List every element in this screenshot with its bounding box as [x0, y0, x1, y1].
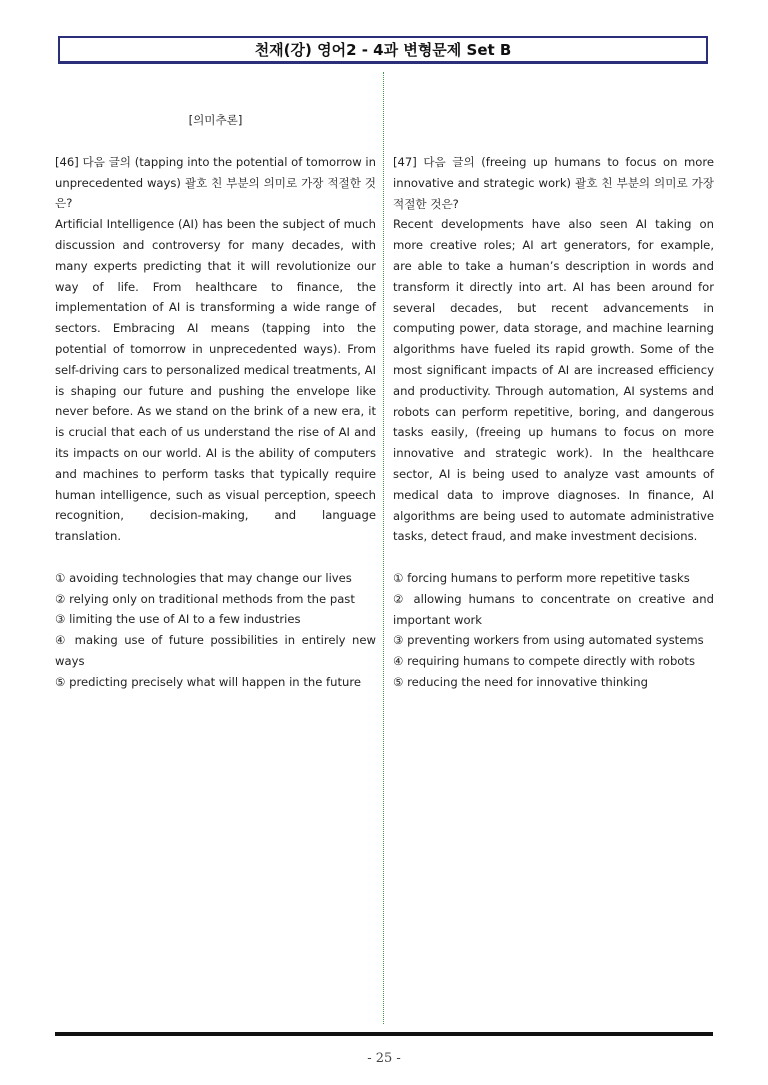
question-46-choices — [55, 568, 376, 693]
question-46-prompt: [46] 다음 글의 (tapping into the potential of tomorrow in unprecedented ways) 괄호 친 부분의 의미로 가장 적절한 것은? — [55, 154, 376, 211]
choice-4: ④ requiring humans to compete directly with robots — [393, 654, 695, 669]
column-divider — [383, 72, 384, 1024]
choice-1: ① forcing humans to perform more repetitive tasks — [393, 570, 690, 585]
question-47-choices — [393, 568, 714, 693]
choice-3: ③ limiting the use of AI to a few industries — [55, 612, 301, 627]
page-number: - 25 - — [367, 1051, 401, 1066]
choice-4: ④ making use of future possibilities in entirely new ways — [55, 633, 376, 668]
question-47-prompt: [47] 다음 글의 (freeing up humans to focus on more innovative and strategic work) 괄호 친 부분의 의미로 가장 적절한 것은? — [393, 155, 714, 211]
choice-1: ① avoiding technologies that may change our lives — [55, 570, 352, 585]
question-47 — [393, 152, 714, 693]
question-46 — [55, 110, 376, 693]
choice-5: ⑤ reducing the need for innovative thinking — [393, 674, 648, 689]
choice-3: ③ preventing workers from using automated systems — [393, 633, 704, 648]
choice-2: ② allowing humans to concentrate on creative and important work — [393, 591, 714, 627]
choice-5: ⑤ predicting precisely what will happen in the future — [55, 674, 362, 689]
page-title — [58, 36, 708, 64]
question-47-passage: Recent developments have also seen AI taking on more creative roles; AI art generators, for example, are able to take a human’s description in words and transform it directly into art. AI has been around for several decades, but recent advancements in computing power, data storage, and machine learning algorithms have fueled its rapid growth. Some of the most significant impacts of AI are increased efficiency and productivity. Through automation, AI systems and robots can perform repetitive, boring, and dangerous tasks easily, (freeing up humans to focus on more innovative and strategic work). In the healthcare sector, AI is being used to analyze vast amounts of medical data to improve diagnoses. In finance, AI algorithms are being used to automate administrative tasks, detect fraud, and make investment decisions. — [393, 217, 714, 544]
category-label: [의미추론] — [188, 113, 243, 127]
page-title-text: 천재(강) 영어2 - 4과 변형문제 Set B — [254, 41, 512, 59]
footer-rule — [55, 1032, 713, 1036]
question-46-passage: Artificial Intelligence (AI) has been the subject of much discussion and controversy for many decades, with many experts predicting that it will revolutionize our way of life. From healthcare to finance, the implementation of AI is transforming a wide range of sectors. Embracing AI means (tapping into the potential of tomorrow in unprecedented ways). From self-driving cars to personalized medical treatments, AI is shaping our future and pushing the envelope like never before. As we stand on the brink of a new era, it is crucial that each of us understand the rise of AI and its impacts on our world. AI is the ability of computers and machines to perform tasks that typically require human intelligence, such as visual perception, speech recognition, decision-making, and language translation. — [55, 217, 377, 544]
choice-2: ② relying only on traditional methods from the past — [55, 591, 355, 606]
